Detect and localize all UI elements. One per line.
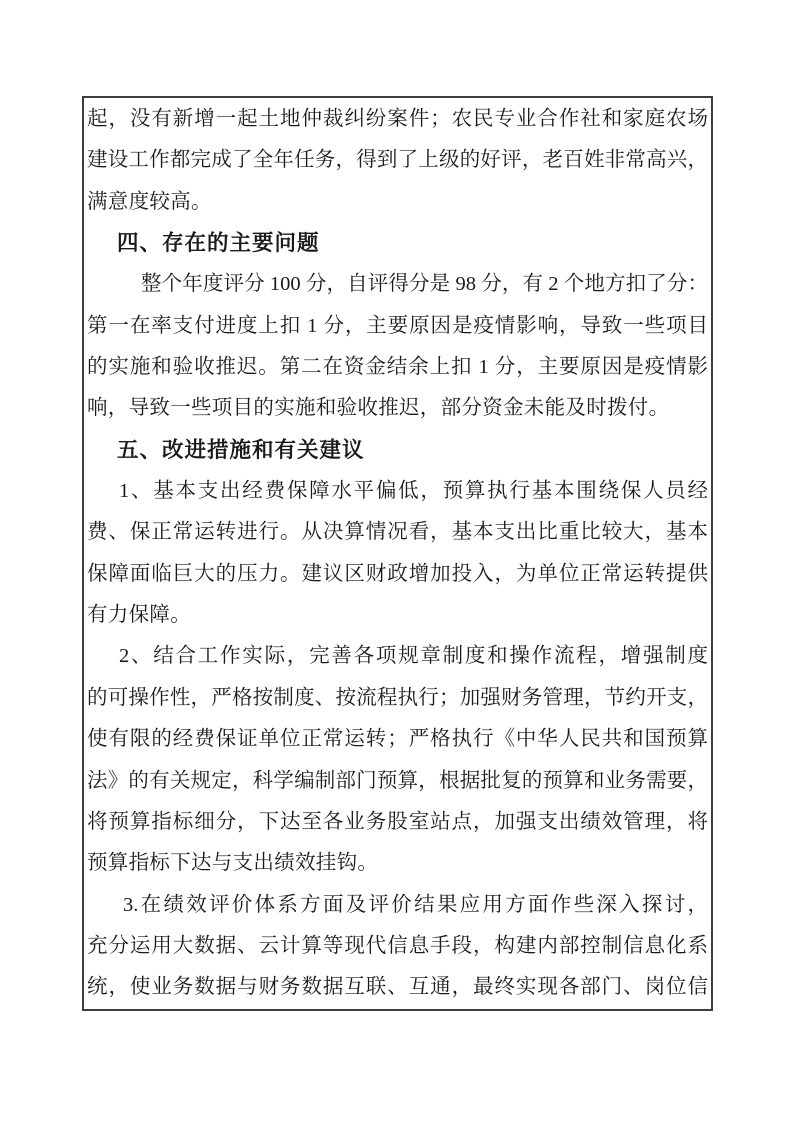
list-item-line: 将预算指标细分，下达至各业务股室站点，加强支出绩效管理，将 [87,810,708,833]
list-item-line: 充分运用大数据、云计算等现代信息手段，构建内部控制信息化系 [87,934,708,957]
list-item-line: 2、结合工作实际，完善各项规章制度和操作流程，增强制度 [119,645,708,668]
list-item-line: 3.在绩效评价体系方面及评价结果应用方面作些深入探讨， [123,893,708,916]
text-line: 响，导致一些项目的实施和验收推迟，部分资金未能及时拨付。 [87,397,670,420]
list-item-line: 保障面临巨大的压力。建议区财政增加投入，为单位正常运转提供 [87,562,708,585]
section-heading-improvements: 五、改进措施和有关建议 [117,437,365,462]
text-line: 起，没有新增一起土地仲裁纠纷案件；农民专业合作社和家庭农场 [87,108,708,130]
text-line: 第一在率支付进度上扣 1 分，主要原因是疫情影响，导致一些项目 [87,314,708,337]
list-item-line: 统，使业务数据与财务数据互联、互通，最终实现各部门、岗位信 [87,976,708,999]
list-item-line: 预算指标下达与支出绩效挂钩。 [87,852,379,875]
list-item-line: 有力保障。 [87,604,191,627]
list-item-line: 的可操作性，严格按制度、按流程执行；加强财务管理，节约开支， [87,686,708,709]
section-heading-problems: 四、存在的主要问题 [117,231,320,256]
text-line: 的实施和验收推迟。第二在资金结余上扣 1 分，主要原因是疫情影 [87,356,708,379]
report-text-cell [82,96,713,1011]
list-item-line: 1、基本支出经费保障水平偏低，预算执行基本围绕保人员经 [119,480,708,503]
list-item-line: 费、保正常运转进行。从决算情况看，基本支出比重比较大，基本 [87,521,708,544]
list-item-line: 使有限的经费保证单位正常运转；严格执行《中华人民共和国预算 [87,728,708,751]
text-line: 整个年度评分 100 分，自评得分是 98 分，有 2 个地方扣了分： [141,273,708,296]
list-item-line: 法》的有关规定，科学编制部门预算，根据批复的预算和业务需要， [87,769,708,792]
text-line: 建设工作都完成了全年任务，得到了上级的好评，老百姓非常高兴， [87,149,708,172]
text-line: 满意度较高。 [87,190,212,213]
